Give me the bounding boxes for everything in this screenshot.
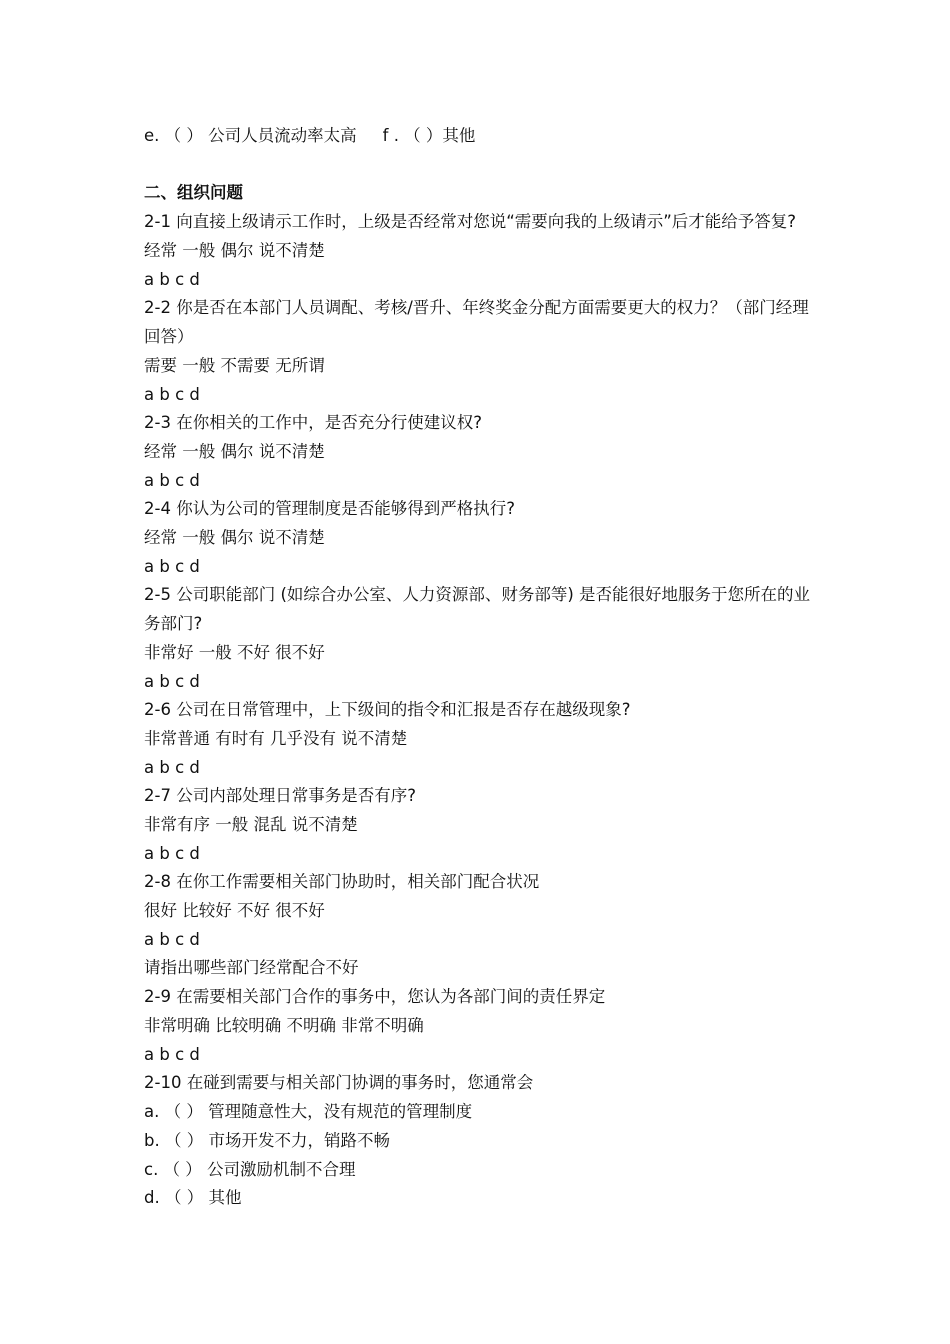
question-2-2: 2-2 你是否在本部门人员调配、考核/晋升、年终奖金分配方面需要更大的权力？（部门经理回答） <box>144 298 809 346</box>
question-2-3-letters: a b c d <box>144 471 200 490</box>
question-2-4: 2-4 你认为公司的管理制度是否能够得到严格执行? <box>144 499 515 518</box>
question-2-3-options: 经常 一般 偶尔 说不清楚 <box>144 442 325 461</box>
question-2-1-options: 经常 一般 偶尔 说不清楚 <box>144 241 325 260</box>
question-2-10-item-d: d. （ ） 其他 <box>144 1188 242 1207</box>
option-f: f . （ ）其他 <box>382 126 476 145</box>
question-2-9: 2-9 在需要相关部门合作的事务中，您认为各部门间的责任界定 <box>144 987 606 1006</box>
question-2-8-followup: 请指出哪些部门经常配合不好 <box>144 958 359 977</box>
question-2-5-options: 非常好 一般 不好 很不好 <box>144 643 325 662</box>
question-2-10-item-b: b. （ ） 市场开发不力，销路不畅 <box>144 1131 390 1150</box>
question-2-7-options: 非常有序 一般 混乱 说不清楚 <box>144 815 358 834</box>
option-e: e. （ ） 公司人员流动率太高 <box>144 126 357 145</box>
question-2-5-letters: a b c d <box>144 672 200 691</box>
question-2-9-letters: a b c d <box>144 1045 200 1064</box>
question-2-6-letters: a b c d <box>144 758 200 777</box>
option-line-e-f <box>144 122 834 151</box>
question-2-1-letters: a b c d <box>144 270 200 289</box>
question-2-7-letters: a b c d <box>144 844 200 863</box>
question-2-9-options: 非常明确 比较明确 不明确 非常不明确 <box>144 1016 424 1035</box>
section-heading: 二、组织问题 <box>144 183 243 202</box>
question-2-2-options: 需要 一般 不需要 无所谓 <box>144 356 325 375</box>
question-2-8-letters: a b c d <box>144 930 200 949</box>
question-2-8-options: 很好 比较好 不好 很不好 <box>144 901 325 920</box>
question-2-5: 2-5 公司职能部门 (如综合办公室、人力资源部、财务部等) 是否能很好地服务于您所在的业务部门? <box>144 585 811 633</box>
question-2-10: 2-10 在碰到需要与相关部门协调的事务时，您通常会 <box>144 1073 534 1092</box>
question-2-8: 2-8 在你工作需要相关部门协助时，相关部门配合状况 <box>144 872 540 891</box>
question-2-10-item-c: c. （ ） 公司激励机制不合理 <box>144 1160 356 1179</box>
question-2-6: 2-6 公司在日常管理中，上下级间的指令和汇报是否存在越级现象? <box>144 700 631 719</box>
question-2-7: 2-7 公司内部处理日常事务是否有序? <box>144 786 416 805</box>
question-2-6-options: 非常普通 有时有 几乎没有 说不清楚 <box>144 729 408 748</box>
question-2-10-item-a: a. （ ） 管理随意性大，没有规范的管理制度 <box>144 1102 473 1121</box>
question-2-1: 2-1 向直接上级请示工作时，上级是否经常对您说“需要向我的上级请示”后才能给予答复? <box>144 212 797 231</box>
question-2-4-letters: a b c d <box>144 557 200 576</box>
question-2-2-letters: a b c d <box>144 385 200 404</box>
question-2-4-options: 经常 一般 偶尔 说不清楚 <box>144 528 325 547</box>
question-2-3: 2-3 在你相关的工作中，是否充分行使建议权? <box>144 413 482 432</box>
